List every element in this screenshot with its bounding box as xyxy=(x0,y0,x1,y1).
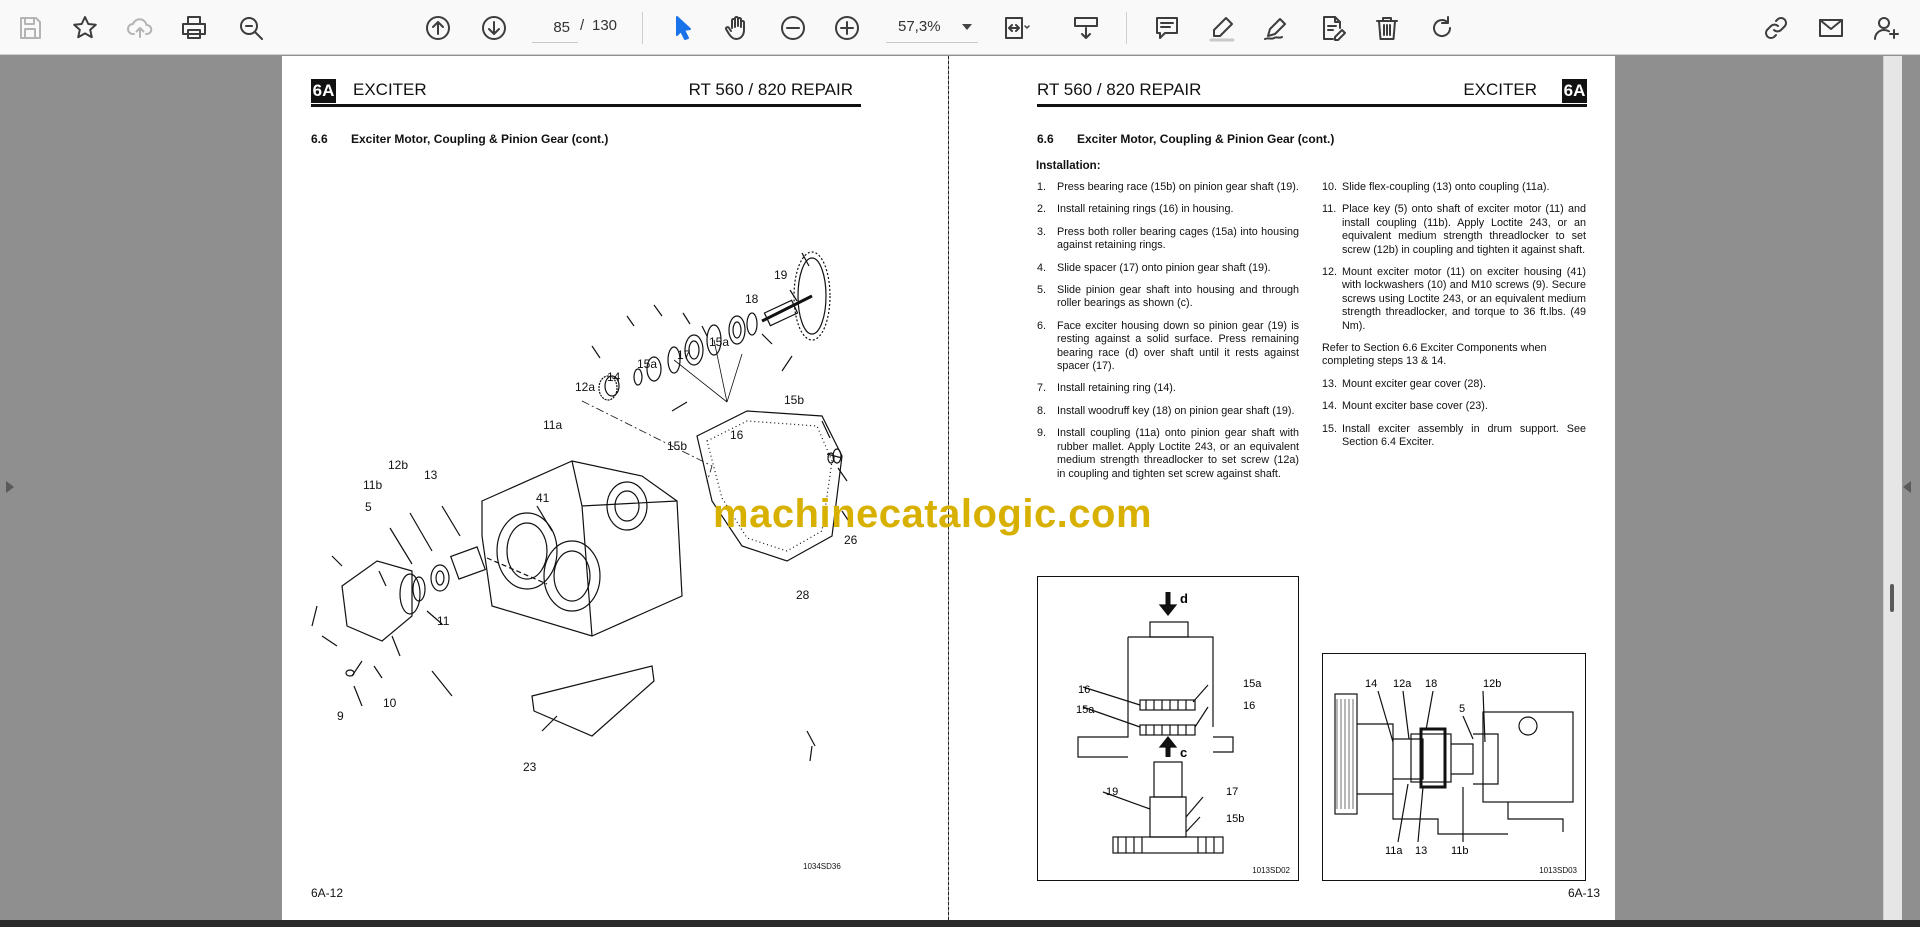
edit-document-icon[interactable] xyxy=(1314,10,1350,46)
list-item: 3. Press both roller bearing cages (15a) into housing against retaining rings. xyxy=(1037,225,1299,252)
total-pages: 130 xyxy=(592,17,618,34)
header-left-text: RT 560 / 820 REPAIR xyxy=(1037,80,1202,99)
subheading-number: 6.6 xyxy=(1037,132,1054,146)
scroll-mode-icon[interactable] xyxy=(1068,10,1104,46)
page-down-icon[interactable] xyxy=(476,10,512,46)
share-link-icon[interactable] xyxy=(1758,10,1794,46)
subheading-text: Exciter Motor, Coupling & Pinion Gear (cont.) xyxy=(351,132,609,146)
left-panel-toggle-icon[interactable] xyxy=(6,481,14,493)
fig2-label: 12b xyxy=(1483,678,1502,690)
fig1-label: 16 xyxy=(1243,700,1256,712)
page-up-icon[interactable] xyxy=(420,10,456,46)
installation-title: Installation: xyxy=(1036,160,1101,172)
bearing-section-drawing xyxy=(1038,577,1298,880)
header-right-text: RT 560 / 820 REPAIR xyxy=(688,80,853,99)
callout-label: 11a xyxy=(543,418,563,432)
watermark-text: machinecatalogic.com xyxy=(713,492,1153,536)
fig2-label: 12a xyxy=(1393,678,1412,690)
pdf-page-left xyxy=(282,56,948,920)
divider xyxy=(1126,12,1127,44)
callout-label: 12a xyxy=(575,380,596,394)
fig2-label: 18 xyxy=(1425,678,1438,690)
bearing-section-figure xyxy=(1037,576,1299,881)
select-cursor-icon[interactable] xyxy=(665,10,701,46)
subheading xyxy=(1037,132,1334,146)
fit-page-icon[interactable] xyxy=(998,10,1034,46)
list-item: 13. Mount exciter gear cover (28). xyxy=(1322,377,1487,390)
print-icon[interactable] xyxy=(176,10,212,46)
subheading-text: Exciter Motor, Coupling & Pinion Gear (cont.) xyxy=(1077,132,1335,146)
callout-label: 18 xyxy=(745,292,759,306)
callout-label: 26 xyxy=(844,533,858,547)
chevron-down-icon xyxy=(962,24,972,30)
scroll-thumb[interactable] xyxy=(1890,584,1894,612)
redo-icon[interactable] xyxy=(1424,10,1460,46)
callout-label: 13 xyxy=(424,468,438,482)
zoom-value: 57,3% xyxy=(898,18,941,35)
pdf-toolbar xyxy=(0,0,1920,55)
fig1-label: 15b xyxy=(1226,813,1245,825)
callout-label: 14 xyxy=(607,370,621,384)
header-left-text: EXCITER xyxy=(353,80,427,99)
list-item: 12. Mount exciter motor (11) on exciter housing (41) with lockwashers (10) and M10 screws (9). Secure screws using Loctite 243, or an equivalent medium strength threadlocker, and torque to 36 ft.lbs. (49 Nm). xyxy=(1322,266,1586,332)
list-item: 14. Mount exciter base cover (23). xyxy=(1322,400,1488,413)
section-badge: 6A xyxy=(311,79,336,103)
header-right-text: EXCITER xyxy=(1463,80,1537,99)
subheading xyxy=(311,132,608,146)
hand-tool-icon[interactable] xyxy=(719,10,755,46)
email-icon[interactable] xyxy=(1813,10,1849,46)
callout-label: 10 xyxy=(383,696,397,710)
callout-label: 17 xyxy=(677,348,691,362)
page-header xyxy=(1037,77,1587,107)
list-item: 10. Slide flex-coupling (13) onto coupling (11a). xyxy=(1322,181,1550,193)
current-page-input[interactable] xyxy=(532,13,578,43)
callout-label: 15a xyxy=(637,357,658,371)
fig2-label: 13 xyxy=(1415,845,1428,857)
list-item: 8. Install woodruff key (18) on pinion gear shaft (19). xyxy=(1037,404,1295,417)
fig1-label: c xyxy=(1180,745,1188,760)
fig1-label: 16 xyxy=(1078,684,1091,696)
list-item: 7. Install retaining ring (14). xyxy=(1037,382,1176,395)
sign-pen-icon[interactable] xyxy=(1258,10,1294,46)
list-item: 2. Install retaining rings (16) in housing. xyxy=(1037,203,1234,216)
fig2-label: 11b xyxy=(1451,845,1469,857)
bookmark-star-icon[interactable] xyxy=(67,10,103,46)
callout-label: 28 xyxy=(796,588,810,602)
callout-label: 15a xyxy=(709,335,730,349)
section-badge: 6A xyxy=(1562,79,1587,103)
cloud-upload-icon[interactable] xyxy=(122,10,158,46)
right-panel-toggle-icon[interactable] xyxy=(1903,481,1911,493)
highlight-pen-icon[interactable] xyxy=(1204,10,1240,46)
coupling-section-drawing xyxy=(1323,654,1585,880)
page-number: 6A-12 xyxy=(311,886,344,900)
divider xyxy=(642,12,643,44)
zoom-in-icon[interactable] xyxy=(829,10,865,46)
fig1-label: 15a xyxy=(1076,704,1095,716)
fig1-label: 17 xyxy=(1226,786,1239,798)
callout-label: 9 xyxy=(337,709,344,723)
callout-label: 15b xyxy=(667,439,688,453)
fig1-label: 15a xyxy=(1243,678,1262,690)
figure-code: 1013SD03 xyxy=(1539,866,1577,875)
list-item: 9. Install coupling (11a) onto pinion gear shaft with rubber mallet. Apply Loctite 243, or an equivalent medium strength threadlocker to set screw (12a) in coupling and tighten set screw against shaft. xyxy=(1037,427,1299,480)
zoom-search-icon[interactable] xyxy=(233,10,269,46)
callout-label: 5 xyxy=(365,500,372,514)
page-header xyxy=(311,77,861,107)
steps-column-right xyxy=(1322,181,1586,459)
list-item: 15. Install exciter assembly in drum support. See Section 6.4 Exciter. xyxy=(1322,422,1586,449)
callout-label: 11b xyxy=(363,478,383,492)
fig1-label: d xyxy=(1180,591,1188,606)
callout-label: 23 xyxy=(523,760,537,774)
figure-code: 1034SD36 xyxy=(803,862,841,871)
user-account-icon[interactable] xyxy=(1868,10,1904,46)
pdf-page-right xyxy=(949,56,1615,920)
fig2-label: 11a xyxy=(1385,845,1403,857)
document-viewer[interactable] xyxy=(0,56,1920,920)
zoom-select[interactable] xyxy=(886,13,978,43)
delete-trash-icon[interactable] xyxy=(1369,10,1405,46)
figure-code: 1013SD02 xyxy=(1252,866,1290,875)
callout-label: 11 xyxy=(437,614,450,628)
callout-label: 12b xyxy=(388,458,409,472)
callout-label: 16 xyxy=(730,428,744,442)
callout-label: 19 xyxy=(774,268,788,282)
list-item: 6. Face exciter housing down so pinion gear (19) is resting against a solid surface. Press remaining bearing race (d) over shaft until it rests against spacer (17). xyxy=(1037,319,1299,373)
page-separator: / xyxy=(580,17,585,34)
list-item: 5. Slide pinion gear shaft into housing and through roller bearings as shown (c). xyxy=(1037,284,1299,310)
fig1-label: 19 xyxy=(1106,786,1119,798)
save-icon[interactable] xyxy=(12,10,48,46)
coupling-section-figure xyxy=(1322,653,1586,881)
steps-column-left xyxy=(1037,181,1299,490)
fig2-label: 14 xyxy=(1365,678,1378,690)
zoom-out-icon[interactable] xyxy=(775,10,811,46)
refer-note: Refer to Section 6.6 Exciter Components when completing steps 13 & 14. xyxy=(1322,342,1547,368)
fig2-label: 5 xyxy=(1459,703,1466,715)
list-item: 1. Press bearing race (15b) on pinion gear shaft (19). xyxy=(1037,181,1299,193)
subheading-number: 6.6 xyxy=(311,132,328,146)
callout-label: 15b xyxy=(784,393,805,407)
callout-label: 41 xyxy=(536,491,550,505)
vertical-scrollbar[interactable] xyxy=(1883,56,1902,920)
list-item: 4. Slide spacer (17) onto pinion gear shaft (19). xyxy=(1037,261,1271,274)
comment-icon[interactable] xyxy=(1149,10,1185,46)
bottom-edge xyxy=(0,920,1920,927)
list-item: 11. Place key (5) onto shaft of exciter motor (11) and install coupling (11b). Apply Loctite 243, or an equivalent medium strength threadlocker to set screw (12b) in coupling and tighten it against shaft. xyxy=(1322,203,1586,256)
page-number: 6A-13 xyxy=(1567,886,1600,900)
